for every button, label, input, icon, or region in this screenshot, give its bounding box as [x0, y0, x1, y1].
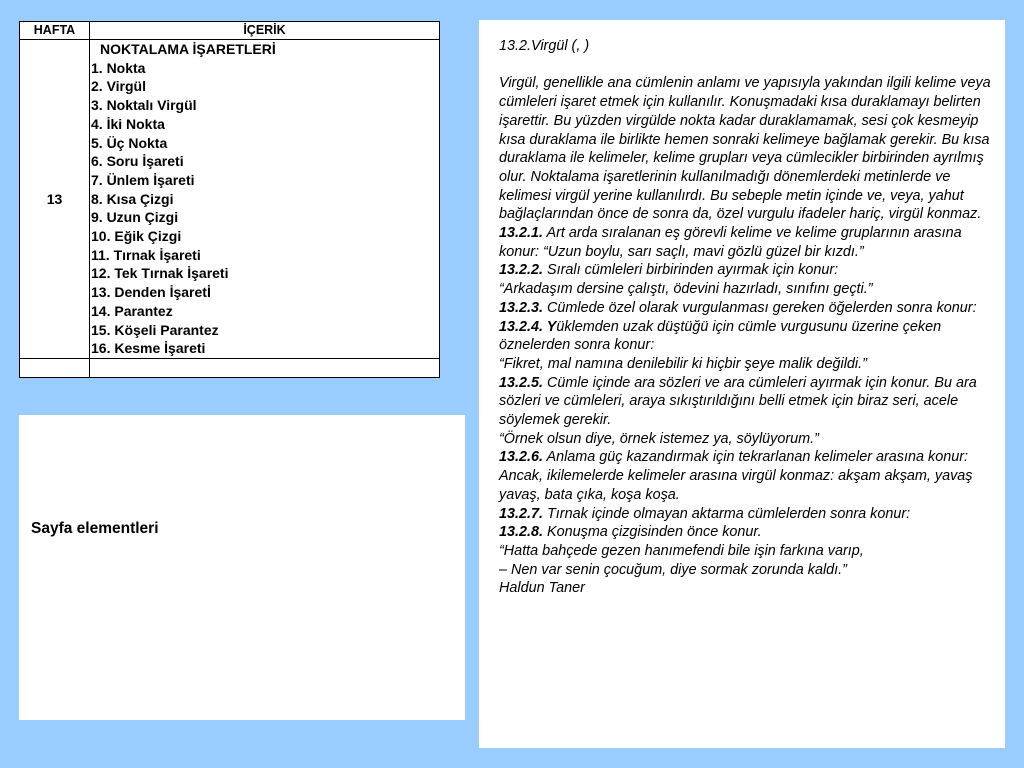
list-item: 11. Tırnak İşareti [91, 246, 201, 263]
rule-text: üklemden uzak düştüğü için cümle vurgusunu üzerine çeken öznelerden sonra konur: [499, 318, 942, 354]
rule-example: “Fikret, mal namına denilebilir ki hiçbir şeye malik değildi.” [499, 355, 867, 372]
topic-title: NOKTALAMA İŞARETLERİ [100, 41, 276, 57]
rule-number: 13.2.8. [499, 524, 544, 541]
topic-list [90, 59, 439, 358]
rule-text: Art arda sıralanan eş görevli kelime ve kelime gruplarının arasına konur: “Uzun boylu, sarı saçlı, mavi gözlü güzel bir kızdı.” [499, 225, 962, 260]
rule-text: Konuşma çizgisinden önce konur. [543, 524, 762, 541]
list-item: 5. Üç Nokta [91, 134, 168, 151]
list-item: 12. Tek Tırnak İşareti [91, 265, 229, 282]
rule-number: 13.2.2. [499, 262, 544, 279]
page-elements-label: Sayfa elementleri [31, 520, 159, 537]
list-item: 16. Kesme İşareti [91, 340, 206, 357]
rule-paragraph [499, 318, 995, 355]
rule-number: 13.2.4. Y [499, 318, 557, 335]
rule-number: 13.2.5. [499, 374, 544, 391]
rule-paragraph [499, 448, 995, 467]
rule-paragraph [499, 261, 995, 280]
text-panel [479, 20, 1005, 748]
list-item: 14. Parantez [91, 302, 173, 319]
rule-example: Ancak, ikilemelerde kelimeler arasına virgül konmaz: akşam akşam, yavaş yavaş, bata çıka, koşa koşa. [499, 468, 973, 503]
rule-paragraph [499, 505, 995, 524]
header-content: İÇERİK [90, 22, 440, 40]
rule-number: 13.2.6. [499, 449, 544, 466]
rule-paragraph [499, 299, 995, 318]
quote-line: “Hatta bahçede gezen hanımefendi bile işin farkına varıp, [499, 542, 864, 559]
rule-number: 13.2.7. [499, 505, 544, 522]
quote-line: – Nen var senin çocuğum, diye sormak zorunda kaldı.” [499, 561, 847, 578]
list-item: 4. İki Nokta [91, 115, 165, 132]
rule-example: “Arkadaşım dersine çalıştı, ödevini hazırladı, sınıfını geçti.” [499, 281, 873, 298]
list-item: 13. Denden İşaretİ [91, 284, 211, 301]
list-item: 9. Uzun Çizgi [91, 209, 179, 226]
rule-paragraph [499, 374, 995, 430]
list-item: 7. Ünlem İşareti [91, 171, 195, 188]
section-heading: 13.2.Virgül (, ) [499, 38, 590, 54]
rule-text: Cümle içinde ara sözleri ve ara cümleleri ayırmak için konur. Bu ara sözleri ve cümleleri, araya sıkıştırıldığını belli etmek için biraz seri, acele söylemek gerekir. [499, 374, 977, 429]
quote-author: Haldun Taner [499, 580, 585, 597]
rule-number: 13.2.1. [499, 225, 544, 242]
rule-text: Tırnak içinde olmayan aktarma cümlelerden sonra konur: [543, 505, 911, 522]
table-header-row [20, 22, 440, 40]
empty-cell [90, 358, 440, 377]
list-item: 1. Nokta [91, 59, 146, 76]
text-content [499, 37, 995, 598]
rule-example: “Örnek olsun diye, örnek istemez ya, söylüyorum.” [499, 430, 819, 447]
rule-paragraph [499, 224, 995, 261]
table-row [20, 40, 440, 359]
list-item: 2. Virgül [91, 78, 146, 95]
list-item: 6. Soru İşareti [91, 153, 184, 170]
content-cell [90, 40, 440, 359]
list-item: 8. Kısa Çizgi [91, 190, 174, 207]
curriculum-table [19, 21, 440, 378]
rule-paragraph [499, 523, 995, 542]
page-elements-panel [19, 415, 465, 720]
intro-paragraph: Virgül, genellikle ana cümlenin anlamı ve yapısıyla yakından ilgili kelime veya cümleleri işaret etmek için kullanılır. Konuşmadaki kısa duraklamayı belirten işarettir. Bu yüzden virgülde nokta kadar duraklamamak, sesi çok kesmeyip kısa duraklama ile birlikte hemen sonraki kelimeye bağlamak gerekir. Bu kısa duraklama ile kelimeler, kelime grupları veya cümlecikler birbirinden ayrılmış olur. Noktalama işaretlerinin kullanılmadığı dönemlerdeki metinlerde ve kelimesi virgül yerine kullanılırdı. Bu sebeple metin içinde ve, veya, yahut bağlaçlarından önce de sonra da, özel vurgulu ifadeler hariç, virgül konmaz. [499, 75, 991, 223]
list-item: 3. Noktalı Virgül [91, 97, 197, 114]
list-item: 10. Eğik Çizgi [91, 228, 182, 245]
rule-text: Sıralı cümleleri birbirinden ayırmak için konur: [543, 262, 839, 279]
empty-cell [20, 358, 90, 377]
week-number: 13 [20, 40, 90, 359]
rule-number: 13.2.3. [499, 299, 544, 316]
list-item: 15. Köşeli Parantez [91, 321, 219, 338]
rule-text: Cümlede özel olarak vurgulanması gereken öğelerden sonra konur: [543, 299, 977, 316]
header-week: HAFTA [20, 22, 90, 40]
empty-table-row [20, 358, 440, 377]
rule-text: Anlama güç kazandırmak için tekrarlanan kelimeler arasına konur: [543, 449, 969, 466]
